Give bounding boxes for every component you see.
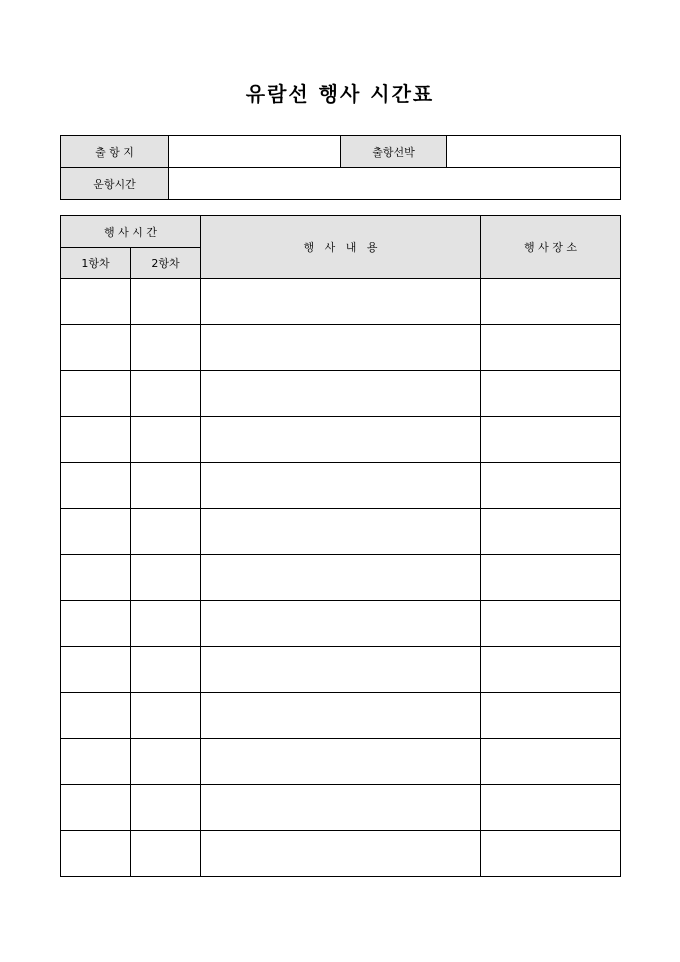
event-content-cell[interactable] — [201, 279, 481, 325]
table-row — [61, 647, 621, 693]
event-content-cell[interactable] — [201, 739, 481, 785]
table-row — [61, 279, 621, 325]
event-content-cell[interactable] — [201, 601, 481, 647]
event-place-cell[interactable] — [481, 279, 621, 325]
event-content-cell[interactable] — [201, 555, 481, 601]
event-schedule-table — [60, 215, 621, 877]
departure-value-cell[interactable] — [169, 136, 341, 168]
event-place-cell[interactable] — [481, 647, 621, 693]
table-row — [61, 601, 621, 647]
trip1-time-cell[interactable] — [61, 831, 131, 877]
event-place-cell[interactable] — [481, 509, 621, 555]
event-place-cell[interactable] — [481, 555, 621, 601]
event-place-cell[interactable] — [481, 601, 621, 647]
ship-label: 출항선박 — [341, 136, 447, 168]
trip2-time-cell[interactable] — [131, 509, 201, 555]
trip1-time-cell[interactable] — [61, 279, 131, 325]
trip1-header: 1항차 — [61, 248, 131, 279]
event-place-header: 행 사 장 소 — [481, 216, 621, 279]
event-content-cell[interactable] — [201, 325, 481, 371]
ship-value-cell[interactable] — [447, 136, 621, 168]
event-content-cell[interactable] — [201, 509, 481, 555]
table-row — [61, 325, 621, 371]
voyage-info-table — [60, 135, 621, 200]
event-content-cell[interactable] — [201, 785, 481, 831]
table-row — [61, 463, 621, 509]
trip2-time-cell[interactable] — [131, 463, 201, 509]
trip1-time-cell[interactable] — [61, 417, 131, 463]
event-content-cell[interactable] — [201, 693, 481, 739]
trip2-header: 2항차 — [131, 248, 201, 279]
event-content-cell[interactable] — [201, 463, 481, 509]
table-row — [61, 739, 621, 785]
event-place-cell[interactable] — [481, 785, 621, 831]
trip2-time-cell[interactable] — [131, 831, 201, 877]
trip1-time-cell[interactable] — [61, 325, 131, 371]
trip2-time-cell[interactable] — [131, 371, 201, 417]
table-row — [61, 693, 621, 739]
table-row — [61, 785, 621, 831]
event-content-cell[interactable] — [201, 371, 481, 417]
trip1-time-cell[interactable] — [61, 739, 131, 785]
table-row — [61, 509, 621, 555]
trip2-time-cell[interactable] — [131, 693, 201, 739]
table-row — [61, 831, 621, 877]
event-place-cell[interactable] — [481, 417, 621, 463]
event-place-cell[interactable] — [481, 739, 621, 785]
trip2-time-cell[interactable] — [131, 555, 201, 601]
operating-time-row — [61, 168, 621, 200]
trip2-time-cell[interactable] — [131, 601, 201, 647]
schedule-body — [61, 279, 621, 877]
trip1-time-cell[interactable] — [61, 785, 131, 831]
table-row — [61, 555, 621, 601]
event-place-cell[interactable] — [481, 831, 621, 877]
page-title: 유람선 행사 시간표 — [245, 82, 435, 106]
trip2-time-cell[interactable] — [131, 325, 201, 371]
schedule-header-row — [61, 216, 621, 248]
trip1-time-cell[interactable] — [61, 647, 131, 693]
operating-time-label: 운항시간 — [61, 168, 169, 200]
departure-label: 출 항 지 — [61, 136, 169, 168]
trip2-time-cell[interactable] — [131, 739, 201, 785]
event-place-cell[interactable] — [481, 693, 621, 739]
trip2-time-cell[interactable] — [131, 785, 201, 831]
event-content-header: 행 사 내 용 — [201, 216, 481, 279]
event-content-cell[interactable] — [201, 647, 481, 693]
event-time-header: 행 사 시 간 — [61, 216, 201, 248]
trip1-time-cell[interactable] — [61, 371, 131, 417]
event-place-cell[interactable] — [481, 371, 621, 417]
event-content-cell[interactable] — [201, 831, 481, 877]
trip1-time-cell[interactable] — [61, 601, 131, 647]
trip2-time-cell[interactable] — [131, 647, 201, 693]
trip1-time-cell[interactable] — [61, 693, 131, 739]
trip1-time-cell[interactable] — [61, 509, 131, 555]
event-place-cell[interactable] — [481, 463, 621, 509]
operating-time-value-cell[interactable] — [169, 168, 621, 200]
event-content-cell[interactable] — [201, 417, 481, 463]
departure-row — [61, 136, 621, 168]
trip2-time-cell[interactable] — [131, 279, 201, 325]
table-row — [61, 417, 621, 463]
trip2-time-cell[interactable] — [131, 417, 201, 463]
trip1-time-cell[interactable] — [61, 555, 131, 601]
table-row — [61, 371, 621, 417]
event-place-cell[interactable] — [481, 325, 621, 371]
trip1-time-cell[interactable] — [61, 463, 131, 509]
